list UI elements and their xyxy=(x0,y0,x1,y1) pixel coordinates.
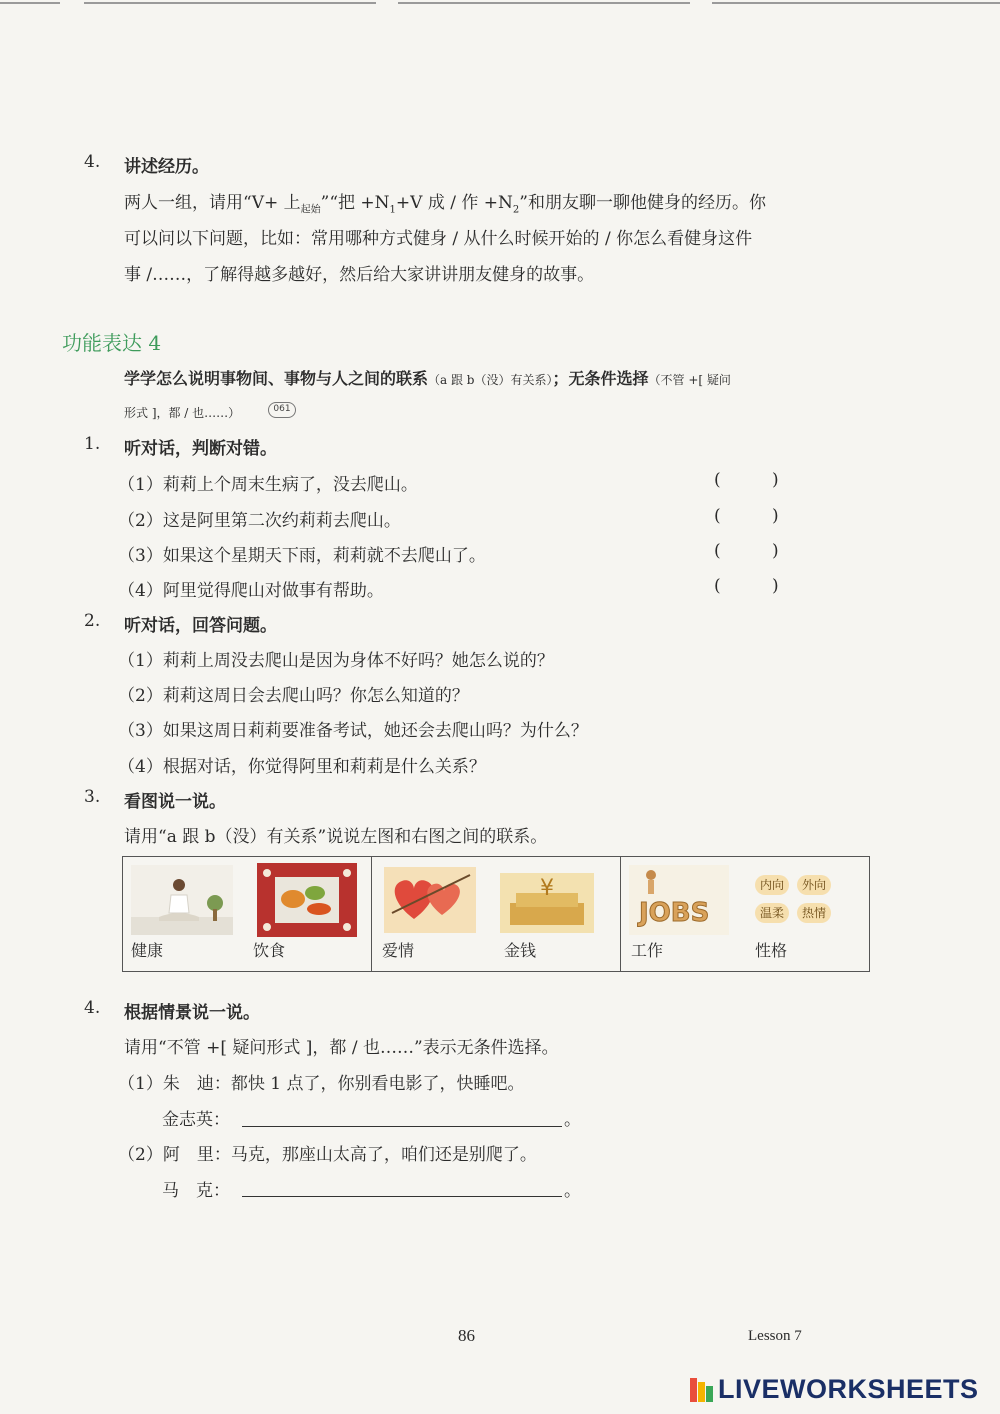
answer-paren-right: ) xyxy=(772,506,779,526)
function-intro-cont: 形式 ]，都 / 也……） xyxy=(124,406,241,420)
q4-instruction: 请用“不管 +[ 疑问形式 ]，都 / 也……”表示无条件选择。 xyxy=(124,1038,559,1058)
answer-blank[interactable] xyxy=(242,1196,562,1197)
q2-item: （2）莉莉这周日会去爬山吗？你怎么知道的？ xyxy=(118,686,469,706)
function-intro: 学学怎么说明事物间、事物与人之间的联系（a 跟 b（没）有关系）；无条件选择（不管 +[ 疑问 xyxy=(124,369,731,388)
dialogue-line: （2）阿 里：马克，那座山太高了，咱们还是别爬了。 xyxy=(118,1145,537,1165)
trait-tag: 温柔 xyxy=(755,903,789,923)
picture-cell-work-personality xyxy=(621,857,869,971)
answer-paren-right: ) xyxy=(772,576,779,596)
q4-number: 4. xyxy=(84,998,101,1018)
label-work: 工作 xyxy=(631,941,664,960)
q2-title: 听对话，回答问题。 xyxy=(124,616,277,636)
q2-number: 2. xyxy=(84,611,101,631)
q3-number: 3. xyxy=(84,787,101,807)
paragraph-line: 可以问以下问题，比如：常用哪种方式健身 / 从什么时候开始的 / 你怎么看健身这件 xyxy=(124,229,753,249)
paragraph-line: 两人一组，请用“V+ 上$_{起始}$”“把 $+N_1+V$ 成 / 作 $+N_2$”和朋友聊一聊他健身的经历。你 xyxy=(124,193,766,216)
label-diet: 饮食 xyxy=(253,941,286,960)
function-heading: 功能表达 4 xyxy=(62,331,162,355)
trait-tag: 内向 xyxy=(755,875,789,895)
answer-paren-left: ( xyxy=(714,541,721,561)
liveworksheets-brand: LIVEWORKSHEETS xyxy=(718,1374,979,1404)
q1-item: （3）如果这个星期天下雨，莉莉就不去爬山了。 xyxy=(118,546,486,566)
q1-item: （2）这是阿里第二次约莉莉去爬山。 xyxy=(118,511,401,531)
answer-paren-right: ) xyxy=(772,541,779,561)
label-money: 金钱 xyxy=(504,941,537,960)
page-number: 86 xyxy=(458,1326,475,1345)
svg-text:JOBS: JOBS xyxy=(639,898,710,928)
picture-cell-health-diet xyxy=(123,857,372,971)
top-rule xyxy=(398,2,690,4)
q4-title: 根据情景说一说。 xyxy=(124,1003,260,1023)
answer-paren-left: ( xyxy=(714,470,721,490)
paragraph-line: 事 /……，了解得越多越好，然后给大家讲讲朋友健身的故事。 xyxy=(124,265,595,285)
food-image xyxy=(257,863,357,937)
liveworksheets-icon xyxy=(690,1378,714,1402)
q2-item: （4）根据对话，你觉得阿里和莉莉是什么关系？ xyxy=(118,757,486,777)
label-love: 爱情 xyxy=(382,941,415,960)
answer-paren-left: ( xyxy=(714,576,721,596)
q1-title: 听对话，判断对错。 xyxy=(124,439,277,459)
q3-title: 看图说一说。 xyxy=(124,792,226,812)
picture-cell-love-money xyxy=(372,857,621,971)
period: 。 xyxy=(564,1110,581,1130)
audio-track-icon[interactable]: 061 xyxy=(268,402,296,418)
period: 。 xyxy=(564,1181,581,1201)
top-rule xyxy=(0,2,60,4)
q2-item: （3）如果这周日莉莉要准备考试，她还会去爬山吗？为什么？ xyxy=(118,721,588,741)
liveworksheets-logo xyxy=(690,1374,979,1405)
picture-table xyxy=(122,856,870,972)
q3-instruction: 请用“a 跟 b（没）有关系”说说左图和右图之间的联系。 xyxy=(124,827,548,847)
section-number: 4. xyxy=(84,152,101,172)
trait-tag: 热情 xyxy=(797,903,831,923)
answer-paren-left: ( xyxy=(714,506,721,526)
lesson-label: Lesson 7 xyxy=(748,1328,802,1344)
q1-number: 1. xyxy=(84,434,101,454)
top-rule xyxy=(712,2,1000,4)
response-speaker: 马 克： xyxy=(162,1181,230,1201)
q1-item: （1）莉莉上个周末生病了，没去爬山。 xyxy=(118,475,418,495)
q2-item: （1）莉莉上周没去爬山是因为身体不好吗？她怎么说的？ xyxy=(118,651,554,671)
money-image xyxy=(500,873,594,933)
trait-tag: 外向 xyxy=(797,875,831,895)
jobs-image xyxy=(629,865,729,935)
label-health: 健康 xyxy=(131,941,164,960)
hearts-image xyxy=(384,867,476,933)
q1-item: （4）阿里觉得爬山对做事有帮助。 xyxy=(118,581,384,601)
label-personality: 性格 xyxy=(755,941,788,960)
top-rule xyxy=(84,2,376,4)
response-speaker: 金志英： xyxy=(162,1110,230,1130)
section-title: 讲述经历。 xyxy=(124,157,209,177)
answer-blank[interactable] xyxy=(242,1126,562,1127)
svg-text:¥: ¥ xyxy=(540,876,554,901)
yoga-image xyxy=(131,865,233,935)
answer-paren-right: ) xyxy=(772,470,779,490)
dialogue-line: （1）朱 迪：都快 1 点了，你别看电影了，快睡吧。 xyxy=(118,1074,525,1094)
